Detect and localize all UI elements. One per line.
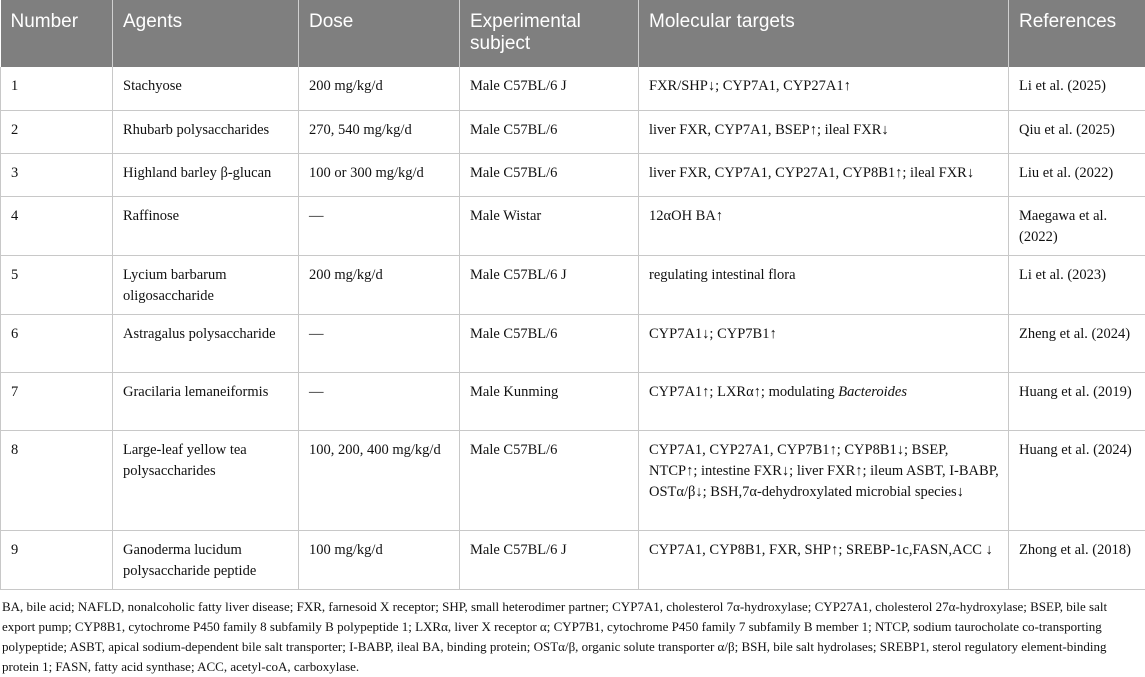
cell-dose: 270, 540 mg/kg/d	[299, 110, 460, 153]
cell-agent: Raffinose	[113, 196, 299, 255]
cell-reference: Maegawa et al. (2022)	[1009, 196, 1145, 255]
table-footnote: BA, bile acid; NAFLD, nonalcoholic fatty liver disease; FXR, farnesoid X receptor; SHP, small heterodimer partner; CYP7A1, cholesterol 7α-hydroxylase; CYP27A1, cholesterol 27α-hydroxylase; BSEP, bile salt export pump; CYP8B1, cytochrome P450 family 8 subfamily B polypeptide 1; LXRα, liver X receptor α; CYP7B1, cytochrome P450 family 7 subfamily B member 1; NTCP, sodium taurocholate co-transporting polypeptide; ASBT, apical sodium-dependent bile salt transporter; I-BABP, ileal BA, binding protein; OSTα/β, organic solute transporter α/β; BSH, bile salt hydrolases; SREBP1, sterol regulatory element-binding protein 1; FASN, fatty acid synthase; ACC, acetyl-coA, carboxylase.	[0, 590, 1145, 677]
cell-agent: Stachyose	[113, 67, 299, 110]
cell-subject: Male C57BL/6	[460, 314, 639, 372]
cell-number: 5	[1, 255, 113, 314]
table-row	[1, 430, 1145, 530]
cell-dose: —	[299, 196, 460, 255]
cell-targets: CYP7A1↓; CYP7B1↑	[639, 314, 1009, 372]
cell-agent: Rhubarb polysaccharides	[113, 110, 299, 153]
cell-targets: CYP7A1, CYP27A1, CYP7B1↑; CYP8B1↓; BSEP, NTCP↑; intestine FXR↓; liver FXR↑; ileum ASBT, I-BABP, OSTα/β↓; BSH,7α-dehydroxylated microbial species↓	[639, 430, 1009, 530]
cell-agent: Astragalus polysaccharide	[113, 314, 299, 372]
cell-targets: liver FXR, CYP7A1, CYP27A1, CYP8B1↑; ileal FXR↓	[639, 153, 1009, 196]
cell-reference: Qiu et al. (2025)	[1009, 110, 1145, 153]
table-row	[1, 196, 1145, 255]
cell-dose: —	[299, 372, 460, 430]
cell-agent: Large-leaf yellow tea polysaccharides	[113, 430, 299, 530]
cell-dose: 100 mg/kg/d	[299, 530, 460, 589]
table-row	[1, 372, 1145, 430]
table-row	[1, 530, 1145, 589]
cell-number: 3	[1, 153, 113, 196]
cell-dose: 200 mg/kg/d	[299, 255, 460, 314]
cell-number: 8	[1, 430, 113, 530]
targets-text: CYP7A1↑; LXRα↑; modulating	[649, 384, 838, 400]
cell-number: 2	[1, 110, 113, 153]
cell-targets: CYP7A1, CYP8B1, FXR, SHP↑; SREBP-1c,FASN,ACC ↓	[639, 530, 1009, 589]
cell-dose: 100 or 300 mg/kg/d	[299, 153, 460, 196]
table-header	[1, 0, 1145, 67]
header-number: Number	[1, 0, 113, 67]
cell-reference: Huang et al. (2019)	[1009, 372, 1145, 430]
header-molecular-targets: Molecular targets	[639, 0, 1009, 67]
header-dose: Dose	[299, 0, 460, 67]
cell-reference: Huang et al. (2024)	[1009, 430, 1145, 530]
cell-reference: Li et al. (2025)	[1009, 67, 1145, 110]
cell-dose: 200 mg/kg/d	[299, 67, 460, 110]
cell-reference: Liu et al. (2022)	[1009, 153, 1145, 196]
cell-subject: Male C57BL/6 J	[460, 530, 639, 589]
cell-reference: Zheng et al. (2024)	[1009, 314, 1145, 372]
table-row	[1, 110, 1145, 153]
cell-dose: —	[299, 314, 460, 372]
cell-subject: Male C57BL/6	[460, 110, 639, 153]
table-row	[1, 314, 1145, 372]
cell-subject: Male C57BL/6	[460, 430, 639, 530]
table-row	[1, 67, 1145, 110]
cell-targets: liver FXR, CYP7A1, BSEP↑; ileal FXR↓	[639, 110, 1009, 153]
cell-reference: Li et al. (2023)	[1009, 255, 1145, 314]
cell-targets	[639, 372, 1009, 430]
table-body	[1, 67, 1145, 589]
cell-subject: Male C57BL/6	[460, 153, 639, 196]
table-row	[1, 255, 1145, 314]
cell-number: 7	[1, 372, 113, 430]
cell-targets: FXR/SHP↓; CYP7A1, CYP27A1↑	[639, 67, 1009, 110]
header-row	[1, 0, 1145, 67]
cell-number: 1	[1, 67, 113, 110]
cell-subject: Male Wistar	[460, 196, 639, 255]
cell-number: 6	[1, 314, 113, 372]
targets-genus-italic: Bacteroides	[838, 384, 907, 400]
cell-agent: Lycium barbarum oligosaccharide	[113, 255, 299, 314]
cell-number: 4	[1, 196, 113, 255]
cell-subject: Male Kunming	[460, 372, 639, 430]
cell-dose: 100, 200, 400 mg/kg/d	[299, 430, 460, 530]
cell-agent: Gracilaria lemaneiformis	[113, 372, 299, 430]
header-agents: Agents	[113, 0, 299, 67]
cell-subject: Male C57BL/6 J	[460, 67, 639, 110]
cell-reference: Zhong et al. (2018)	[1009, 530, 1145, 589]
cell-agent: Ganoderma lucidum polysaccharide peptide	[113, 530, 299, 589]
cell-number: 9	[1, 530, 113, 589]
cell-targets: regulating intestinal flora	[639, 255, 1009, 314]
header-references: References	[1009, 0, 1145, 67]
cell-subject: Male C57BL/6 J	[460, 255, 639, 314]
cell-agent: Highland barley β-glucan	[113, 153, 299, 196]
cell-targets: 12αOH BA↑	[639, 196, 1009, 255]
table-row	[1, 153, 1145, 196]
header-experimental-subject: Experimental subject	[460, 0, 639, 67]
